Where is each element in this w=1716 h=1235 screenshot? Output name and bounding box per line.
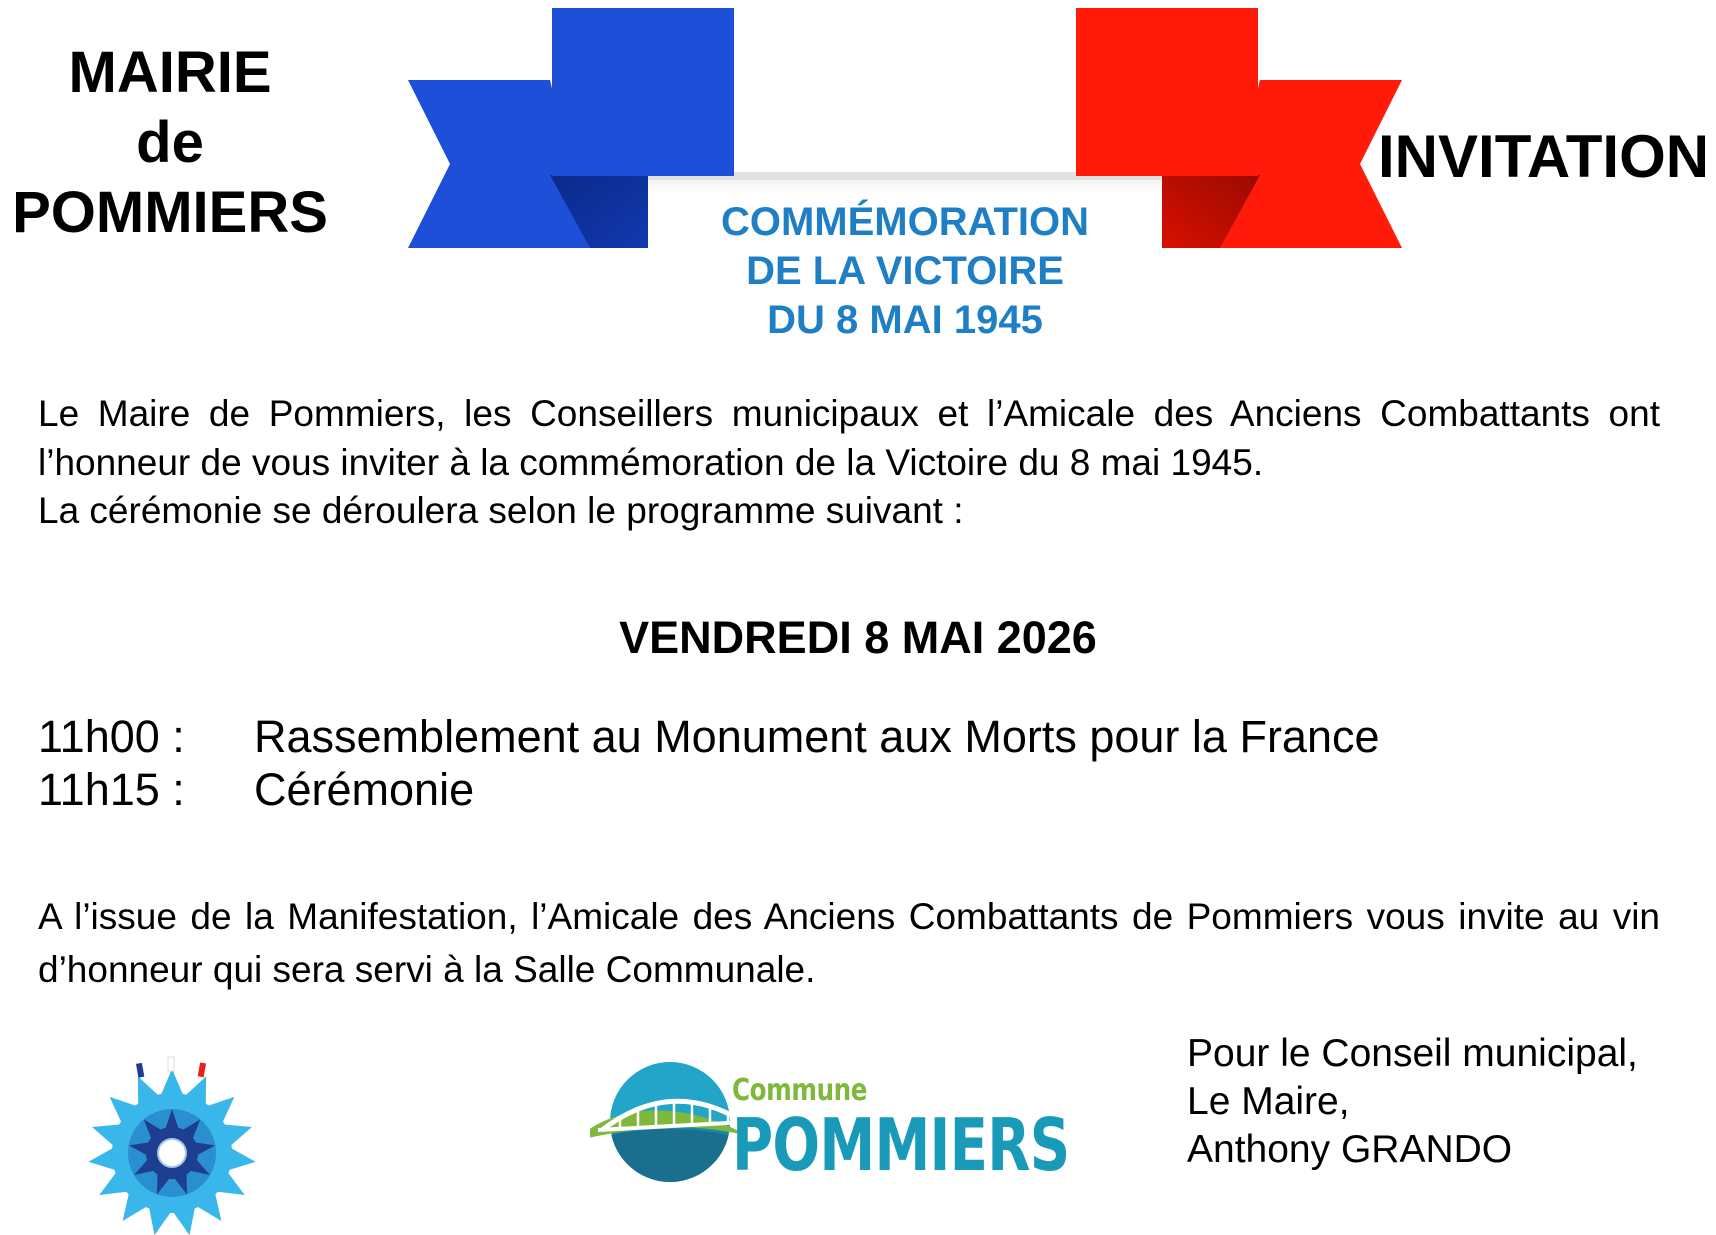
- signature-line-2: Le Maire,: [1187, 1080, 1350, 1123]
- signature-name: Anthony GRANDO: [1187, 1128, 1513, 1171]
- mairie-heading: [0, 38, 340, 248]
- invitation-text: Le Maire de Pommiers, les Conseillers municipaux et l’Amicale des Anciens Combattants ont l’honneur de vous inviter à la commémoration de la Victoire du 8 mai 1945.: [38, 393, 1660, 483]
- program-row: [38, 763, 1638, 816]
- program-time: 11h15 :: [38, 764, 185, 815]
- program-list: [38, 710, 1638, 816]
- closing-paragraph: A l’issue de la Manifestation, l’Amicale des Anciens Combattants de Pommiers vous invite au vin d’honneur qui sera servi à la Salle Communale.: [38, 896, 1660, 990]
- mairie-line-2: de: [136, 110, 204, 175]
- invitation-paragraph: [38, 390, 1660, 536]
- commemoration-line-3: DU 8 MAI 1945: [767, 298, 1043, 342]
- commemoration-line-2: DE LA VICTOIRE: [746, 249, 1064, 293]
- commune-logo-small-text: Commune: [732, 1073, 868, 1108]
- program-intro: La cérémonie se déroulera selon le programme suivant :: [38, 490, 964, 531]
- invitation-heading: INVITATION: [1378, 123, 1710, 190]
- signature-line-1: Pour le Conseil municipal,: [1187, 1032, 1638, 1075]
- signature-block: [1187, 1030, 1716, 1174]
- bleuet-de-france-icon: [82, 1055, 262, 1235]
- program-row: [38, 710, 1638, 763]
- commemoration-line-1: COMMÉMORATION: [720, 200, 1090, 244]
- commemoration-title: [640, 198, 1170, 345]
- program-event: Cérémonie: [254, 764, 475, 815]
- program-event: Rassemblement au Monument aux Morts pour la France: [254, 711, 1380, 762]
- event-date: VENDREDI 8 MAI 2026: [619, 612, 1097, 663]
- program-time: 11h00 :: [38, 711, 185, 762]
- mairie-line-3: POMMIERS: [12, 180, 328, 245]
- commune-logo-big-text: POMMIERS: [732, 1103, 1070, 1187]
- mairie-line-1: MAIRIE: [68, 40, 272, 105]
